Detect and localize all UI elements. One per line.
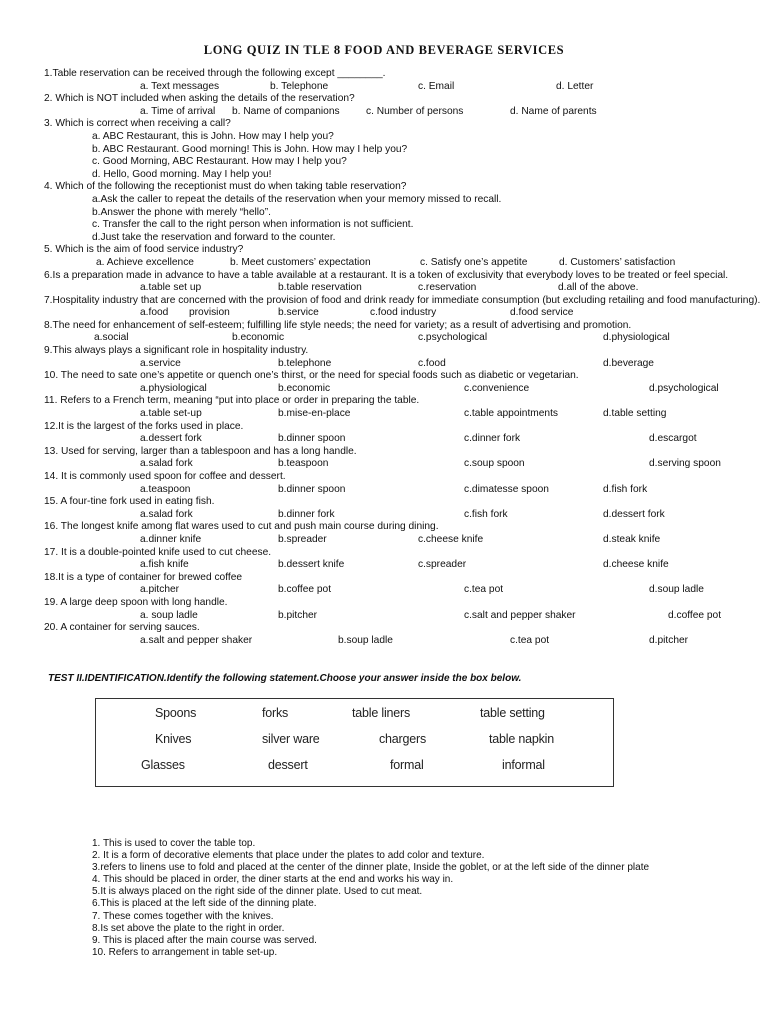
question-11: 11. Refers to a French term, meaning “put into place or order in preparing the table. [44,395,420,407]
answer-word: silver ware [262,732,320,746]
question-6: 6.Is a preparation made in advance to have a table available at a restaurant. It is a token of exclusivity that everybody loves to be treated or feel special. [44,269,729,281]
identification-item: 10. Refers to arrangement in table set-up. [92,946,278,958]
choice-option: d.soup ladle [649,584,704,596]
choice-option: c.food industry [370,307,437,319]
choice-option: d.coffee pot [668,609,722,621]
choices-row [44,534,754,547]
question-12: 12.It is the largest of the forks used in place. [44,420,244,432]
choice-option: d.dessert fork [603,508,665,520]
question-15: 15. A four-tine fork used in eating fish. [44,496,215,508]
choice-option: d.psychological [649,382,719,394]
choice-option: c.reservation [418,282,477,294]
choice-option: b. Telephone [270,80,329,92]
choices-row [44,358,754,371]
choice-option: a. Time of arrival [140,105,216,117]
choices-row [44,282,754,295]
choice-option: c.tea pot [510,634,550,646]
test-one-questions [44,68,761,647]
question-4: 4. Which of the following the receptionist must do when taking table reservation? [44,181,407,193]
choice-option: a.table set up [140,282,202,294]
choice-option: b.dinner spoon [278,433,346,445]
choice-option: b.economic [232,332,285,344]
choice-option: c.soup spoon [464,458,525,470]
choice-option: a. Text messages [140,80,220,92]
answer-word: dessert [268,758,308,772]
answer-word: informal [502,758,545,772]
question-1: 1.Table reservation can be received through the following except ________. [44,68,386,79]
answer-word: formal [390,758,424,772]
choices-row [44,484,754,497]
question-17: 17. It is a double-pointed knife used to cut cheese. [44,546,272,558]
choice-line: b. ABC Restaurant. Good morning! This is John. How may I help you? [92,143,408,155]
choice-option: d. Letter [556,80,594,92]
choice-option: c. Number of persons [366,105,464,117]
choice-option: b.telephone [278,357,332,369]
choice-option: b.table reservation [278,282,362,294]
choice-line: c. Good Morning, ABC Restaurant. How may I help you? [92,156,347,168]
choice-option: c.psychological [418,332,488,344]
choice-option: a.physiological [140,382,207,394]
question-18: 18.It is a type of container for brewed coffee [44,571,243,583]
choice-option: d.escargot [649,433,697,445]
choices-row [44,584,754,597]
choices-row [44,458,754,471]
question-2: 2. Which is NOT included when asking the details of the reservation? [44,93,355,105]
answer-word: Knives [155,732,192,746]
choice-option: d.physiological [603,332,670,344]
choice-line: c. Transfer the call to the right person when information is not sufficient. [92,219,414,231]
identification-item: 7. These comes together with the knives. [92,910,274,922]
choices-row [44,257,754,270]
choice-option: b. Meet customers’ expectation [230,256,371,268]
choice-line: a. ABC Restaurant, this is John. How may I help you? [92,130,334,142]
answer-choices-box [95,698,614,787]
choice-line: a.Ask the caller to repeat the details of the reservation when your memory missed to recall. [92,193,502,205]
choice-option: c.cheese knife [418,533,484,545]
choice-option: a. soup ladle [140,609,198,621]
identification-item: 4. This should be placed in order, the diner starts at the end and works his way in. [92,874,454,886]
choices-row [44,559,754,572]
answer-word: table setting [480,706,545,720]
answer-word: forks [262,706,289,720]
choice-option: d.food service [510,307,574,319]
choices-row [44,332,754,345]
choice-option: d.fish fork [603,483,648,495]
choice-option: a.pitcher [140,584,180,596]
choice-option: d. Name of parents [510,105,597,117]
choice-option: d. Customers’ satisfaction [559,256,676,268]
choice-option: c.spreader [418,559,467,571]
choice-option: c.tea pot [464,584,504,596]
choice-option: provision [189,307,230,319]
choice-option: c. Satisfy one’s appetite [420,256,528,268]
choice-option: a.fish knife [140,559,189,571]
choices-row [44,610,754,623]
choice-option: a.dessert fork [140,433,202,445]
identification-item: 2. It is a form of decorative elements that place under the plates to add color and texture. [92,850,485,862]
choice-option: b.mise-en-place [278,408,351,420]
identification-item: 6.This is placed at the left side of the dinning plate. [92,898,317,910]
question-19: 19. A large deep spoon with long handle. [44,596,228,608]
question-3: 3. Which is correct when receiving a call? [44,118,231,130]
choice-option: a.teaspoon [140,483,191,495]
choice-option: b.soup ladle [338,634,393,646]
identification-item: 1. This is used to cover the table top. [92,838,256,849]
choice-option: c.food [418,357,446,369]
identification-item: 3.refers to linens use to fold and placed at the center of the dinner plate, Inside the goblet, or at the left side of the dinner plate [92,862,650,874]
choice-option: a.social [94,332,129,344]
question-10: 10. The need to sate one’s appetite or quench one’s thirst, or the need for special foods such as diabetic or vegetarian. [44,370,579,382]
choice-option: b. Name of companions [232,105,340,117]
choice-option: a.service [140,357,181,369]
choices-row [44,383,754,396]
choice-option: a.food [140,307,169,319]
question-16: 16. The longest knife among flat wares used to cut and push main course during dining. [44,521,439,533]
choice-line: d. Hello, Good morning. May I help you! [92,168,272,180]
choice-option: b.spreader [278,533,327,545]
choice-option: b.service [278,307,319,319]
choice-option: c.salt and pepper shaker [464,609,576,621]
choice-option: b.dinner spoon [278,483,346,495]
question-8: 8.The need for enhancement of self-esteem; fulfilling life style needs; the need for variety; as a result of advertising and promotion. [44,319,632,331]
choice-option: c.dimatesse spoon [464,483,549,495]
choice-option: b.dinner fork [278,508,335,520]
answer-word: Glasses [141,758,185,772]
answer-word: Spoons [155,706,197,720]
choice-option: b.teaspoon [278,458,329,470]
choice-line: d.Just take the reservation and forward to the counter. [92,231,336,243]
choice-option: d.beverage [603,357,654,369]
choice-option: d.steak knife [603,533,661,545]
choice-option: d.table setting [603,408,667,420]
choices-row [44,509,754,522]
quiz-title: LONG QUIZ IN TLE 8 FOOD AND BEVERAGE SERVICES [203,43,565,57]
answer-word: table liners [352,706,411,720]
choice-option: a.salad fork [140,458,193,470]
choice-option: a. Achieve excellence [96,256,194,268]
question-7: 7.Hospitality industry that are concerned with the provision of food and drink ready for immediate consumption (but excluding retailing and food manufacturing). [44,294,761,306]
answer-word: table napkin [489,732,555,746]
choices-row [44,408,754,421]
choices-row [44,307,754,320]
choice-option: b.dessert knife [278,559,345,571]
choice-option: d.all of the above. [558,282,639,294]
choice-option: a.dinner knife [140,533,202,545]
identification-items [92,838,732,959]
choice-option: a.salt and pepper shaker [140,634,253,646]
choices-row [44,106,754,119]
identification-item: 5.It is always placed on the right side of the dinner plate. Used to cut meat. [92,886,423,898]
identification-item: 9. This is placed after the main course was served. [92,934,317,946]
choices-row [44,433,754,446]
choice-option: c.convenience [464,382,530,394]
choice-option: a.salad fork [140,508,193,520]
answer-word: chargers [379,732,427,746]
identification-item: 8.Is set above the plate to the right in order. [92,922,285,934]
choices-row [44,635,754,648]
choice-option: d.cheese knife [603,559,669,571]
question-13: 13. Used for serving, larger than a tablespoon and has a long handle. [44,445,357,457]
question-14: 14. It is commonly used spoon for coffee and dessert. [44,471,286,482]
question-20: 20. A container for serving sauces. [44,622,200,634]
question-9: 9.This always plays a significant role in hospitality industry. [44,345,309,357]
choice-option: c. Email [418,80,455,92]
choice-option: c.dinner fork [464,433,521,445]
question-5: 5. Which is the aim of food service industry? [44,244,244,256]
choice-option: b.economic [278,382,331,394]
choice-option: a.table set-up [140,408,202,420]
choices-row [44,81,754,94]
choice-option: d.serving spoon [649,458,721,470]
choice-option: b.pitcher [278,609,318,621]
test-two-heading: TEST II.IDENTIFICATION.Identify the following statement.Choose your answer inside the box below. [48,673,522,684]
choice-option: b.coffee pot [278,584,332,596]
choice-option: d.pitcher [649,634,689,646]
choice-option: c.table appointments [464,408,559,420]
choice-line: b.Answer the phone with merely “hello”. [92,206,271,218]
choice-option: c.fish fork [464,508,508,520]
